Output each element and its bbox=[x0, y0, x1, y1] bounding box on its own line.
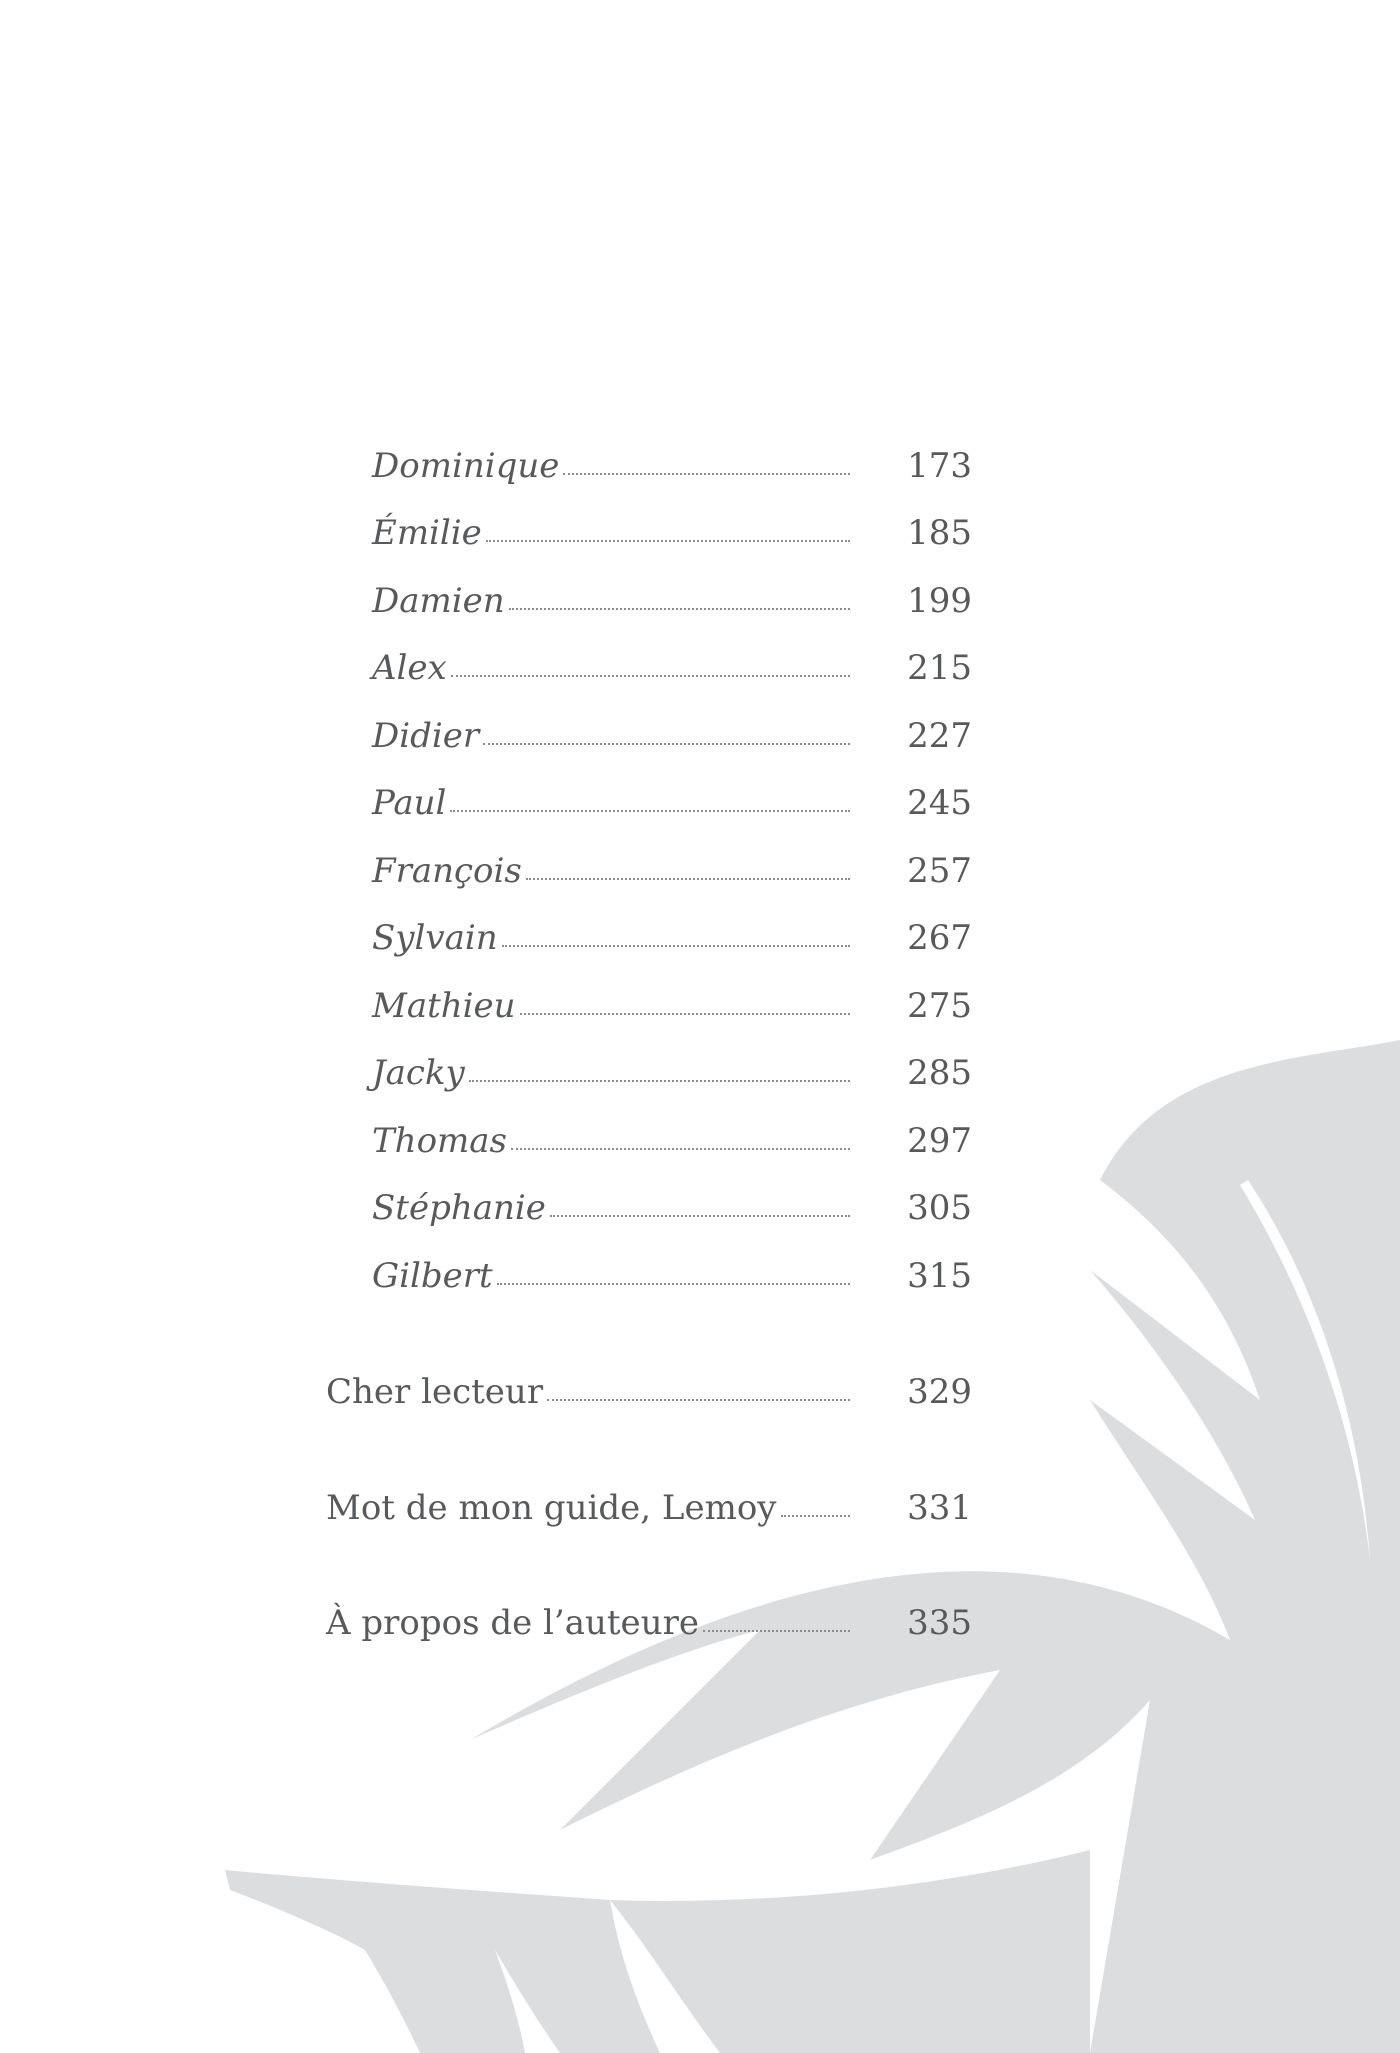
toc-entry[interactable] bbox=[372, 716, 972, 756]
toc-entry-title: À propos de l’auteure bbox=[326, 1603, 699, 1643]
toc-entry-page: 329 bbox=[907, 1372, 972, 1412]
toc-entry[interactable] bbox=[372, 1188, 972, 1228]
toc-entry-title: Cher lecteur bbox=[326, 1372, 544, 1412]
toc-entry-page: 185 bbox=[907, 513, 972, 553]
dot-leader bbox=[486, 539, 850, 542]
dot-leader bbox=[550, 1214, 850, 1217]
dot-leader bbox=[511, 1147, 850, 1150]
toc-entry-title: Mathieu bbox=[372, 986, 516, 1026]
toc-entry-page: 305 bbox=[907, 1188, 972, 1228]
toc-entry-page: 335 bbox=[907, 1603, 972, 1643]
dot-leader bbox=[703, 1629, 850, 1632]
toc-entry-page: 245 bbox=[907, 783, 972, 823]
toc-entry-title: Émilie bbox=[372, 513, 482, 553]
toc-entry[interactable] bbox=[372, 918, 972, 958]
dot-leader bbox=[483, 742, 850, 745]
dot-leader bbox=[526, 877, 850, 880]
toc-entry-title: Jacky bbox=[372, 1053, 465, 1093]
dot-leader bbox=[450, 809, 850, 812]
toc-entry-title: Alex bbox=[372, 648, 447, 688]
toc-entry-page: 257 bbox=[907, 851, 972, 891]
toc-entry[interactable] bbox=[372, 783, 972, 823]
dot-leader bbox=[781, 1514, 850, 1517]
toc-entry-page: 199 bbox=[907, 581, 972, 621]
dot-leader bbox=[497, 1282, 850, 1285]
toc-entry-title: Mot de mon guide, Lemoy bbox=[326, 1488, 777, 1528]
toc-entry-title: Gilbert bbox=[372, 1256, 493, 1296]
toc-entry-title: Thomas bbox=[372, 1121, 508, 1161]
toc-entry[interactable] bbox=[326, 1488, 972, 1528]
toc-entry-title: Dominique bbox=[372, 446, 560, 486]
toc-entry-page: 173 bbox=[907, 446, 972, 486]
toc-entry[interactable] bbox=[372, 513, 972, 553]
toc-entry[interactable] bbox=[372, 446, 972, 486]
toc-entry[interactable] bbox=[326, 1603, 972, 1643]
toc-entry-page: 315 bbox=[907, 1256, 972, 1296]
toc-entry-title: Paul bbox=[372, 783, 447, 823]
toc-entry-page: 215 bbox=[907, 648, 972, 688]
toc-entry-page: 331 bbox=[907, 1488, 972, 1528]
dot-leader bbox=[469, 1079, 850, 1082]
toc-entry-page: 275 bbox=[907, 986, 972, 1026]
toc-entry[interactable] bbox=[326, 1372, 972, 1412]
toc-entry[interactable] bbox=[372, 851, 972, 891]
toc-entry[interactable] bbox=[372, 1256, 972, 1296]
toc-entry-page: 267 bbox=[907, 918, 972, 958]
toc-entry-title: Stéphanie bbox=[372, 1188, 546, 1228]
dot-leader bbox=[563, 472, 850, 475]
toc-entry[interactable] bbox=[372, 648, 972, 688]
toc-entry[interactable] bbox=[372, 581, 972, 621]
toc-entry-page: 297 bbox=[907, 1121, 972, 1161]
dot-leader bbox=[509, 607, 850, 610]
dot-leader bbox=[547, 1398, 850, 1401]
toc-entry-title: Damien bbox=[372, 581, 505, 621]
dot-leader bbox=[520, 1012, 850, 1015]
toc-entry-page: 227 bbox=[907, 716, 972, 756]
toc-entry[interactable] bbox=[372, 1053, 972, 1093]
toc-entry-title: François bbox=[372, 851, 522, 891]
toc-entry-title: Didier bbox=[372, 716, 480, 756]
dot-leader bbox=[502, 944, 850, 947]
toc-entry[interactable] bbox=[372, 986, 972, 1026]
dot-leader bbox=[451, 674, 850, 677]
toc-entry-page: 285 bbox=[907, 1053, 972, 1093]
toc-entry-title: Sylvain bbox=[372, 918, 498, 958]
toc-entry[interactable] bbox=[372, 1121, 972, 1161]
